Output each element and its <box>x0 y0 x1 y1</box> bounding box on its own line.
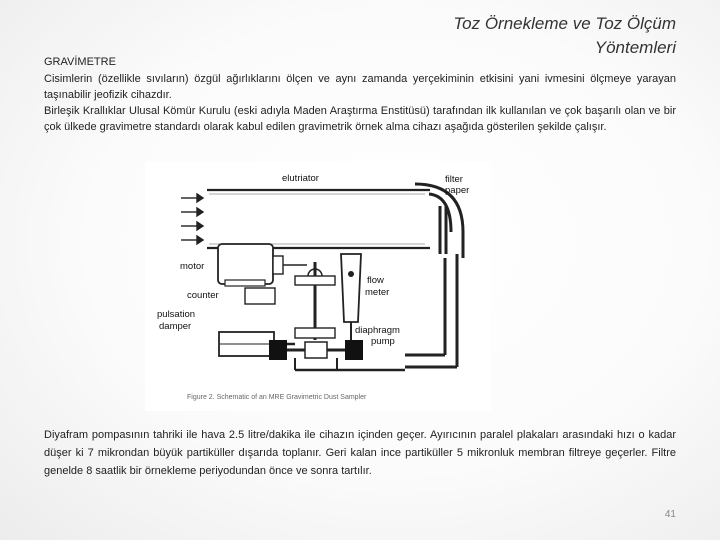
label-diaphragm-pump-2: pump <box>371 336 395 347</box>
label-flow-meter-1: flow <box>367 275 384 286</box>
label-diaphragm-pump-1: diaphragm <box>355 325 400 336</box>
outlet-tube <box>405 254 457 367</box>
figure-caption: Figure 2. Schematic of an MRE Gravimetric Dust Sampler <box>187 394 367 401</box>
page-number: 41 <box>664 509 676 520</box>
intro-paragraph: Cisimlerin (özellikle sıvıların) özgül ağırlıklarını ölçen ve aynı zamanda yerçekiminin etkisini yani ivmesini ölçmeye yarayan taşınabilir jeofizik cihazdır. <box>44 73 676 101</box>
inlet-arrows <box>181 194 203 244</box>
flow-meter <box>341 254 361 322</box>
gravimetric-sampler-diagram <box>145 162 491 411</box>
label-flow-meter-2: meter <box>365 287 390 298</box>
description-paragraph: Birleşik Krallıklar Ulusal Kömür Kurulu (eski adıyla Maden Araştırma Enstitüsü) tarafından ilk kullanılan ve çok başarılı olan ve bir çok ülkede gravimetre standardı olarak kabul edilen gravimetrik örnek alma cihazı aşağıda gösterilen şekilde çalışır. <box>44 105 676 133</box>
section-heading: GRAVİMETRE <box>44 56 116 68</box>
elutriator-plates <box>207 190 430 248</box>
label-filter-paper-2: paper <box>445 185 470 196</box>
label-counter: counter <box>187 290 219 301</box>
motor-body <box>218 244 273 284</box>
label-pulsation-damper-1: pulsation <box>157 309 196 320</box>
operation-paragraph: Diyafram pompasının tahriki ile hava 2.5 litre/dakika ile cihazın içinden geçer. Ayırıcının paralel plakaları arasındaki hızı o kadar düşer ki 7 mikrondan büyük partiküller dışarıda toplanır. Geri kalan ince partiküller 5 mikronluk membran filtreye geçerler. Filtre genelde 8 saatlik bir örnekleme periyodundan önce ve sonra tartılır. <box>44 429 676 477</box>
counter-body <box>245 288 275 304</box>
label-elutriator: elutriator <box>282 173 319 184</box>
label-pulsation-damper-2: damper <box>159 321 192 332</box>
slide-title: Toz Örnekleme ve Toz Ölçüm Yöntemleri <box>453 14 676 57</box>
label-motor: motor <box>180 261 205 272</box>
label-filter-paper-1: filter <box>445 174 463 185</box>
